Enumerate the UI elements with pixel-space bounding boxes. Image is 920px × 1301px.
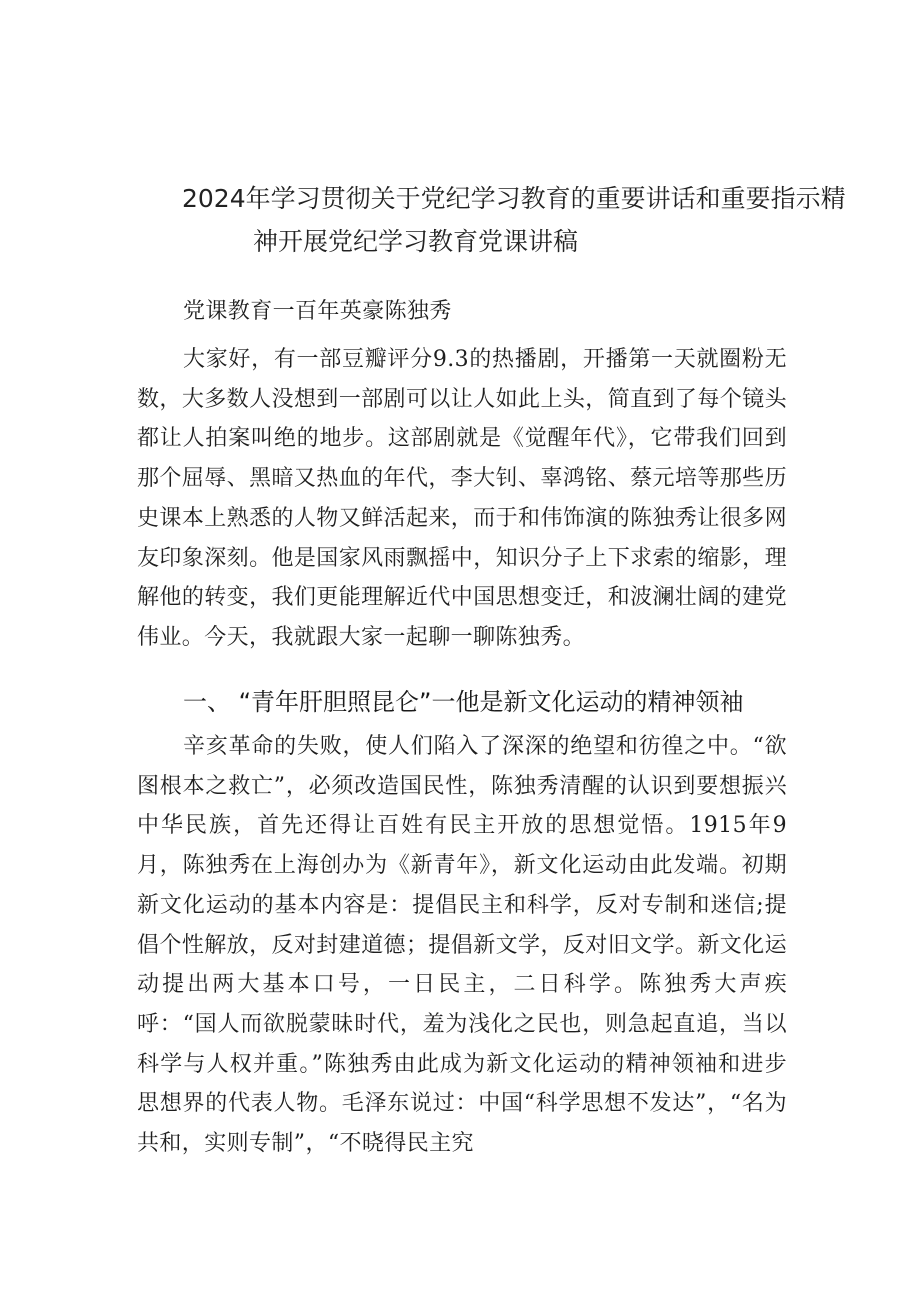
title-line-1: 2024年学习贯彻关于党纪学习教育的重要讲话和重要指示精 [182, 183, 846, 213]
paragraph-section-1 [137, 727, 787, 1164]
section-heading-1: 一、 “青年肝胆照昆仑”一他是新文化运动的精神领袖 [183, 688, 744, 716]
paragraph-intro [137, 340, 787, 658]
document-title [150, 177, 846, 263]
paragraph-section-1-text: 辛亥革命的失败，使人们陷入了深深的绝望和彷徨之中。“欲图根本之救亡”，必须改造国民性，陈独秀清醒的认识到要想振兴中华民族，首先还得让百姓有民主开放的思想觉悟。1915年9月，陈独秀在上海创办为《新青年》，新文化运动由此发端。初期新文化运动的基本内容是：提倡民主和科学，反对专制和迷信;提倡个性解放，反对封建道德；提倡新文学，反对旧文学。新文化运动提出两大基本口号，一日民主，二日科学。陈独秀大声疾呼：“国人而欲脱蒙昧时代，羞为浅化之民也，则急起直追，当以科学与人权并重。”陈独秀由此成为新文化运动的精神领袖和进步思想界的代表人物。毛泽东说过：中国“科学思想不发达”，“名为共和，实则专制”，“不晓得民主究 [137, 734, 787, 1157]
document-subtitle: 党课教育一百年英豪陈独秀 [183, 299, 452, 324]
title-line-2: 神开展党纪学习教育党课讲稿 [253, 226, 579, 256]
paragraph-intro-text: 大家好，有一部豆瓣评分9.3的热播剧，开播第一天就圈粉无数，大多数人没想到一部剧可以让人如此上头，简直到了每个镜头都让人拍案叫绝的地步。这部剧就是《觉醒年代》，它带我们回到那个屈辱、黑暗又热血的年代，李大钊、辜鸿铭、蔡元培等那些历史课本上熟悉的人物又鲜活起来，而于和伟饰演的陈独秀让很多网友印象深刻。他是国家风雨飘摇中，知识分子上下求索的缩影，理解他的转变，我们更能理解近代中国思想变迁，和波澜壮阔的建党伟业。今天，我就跟大家一起聊一聊陈独秀。 [137, 347, 787, 650]
